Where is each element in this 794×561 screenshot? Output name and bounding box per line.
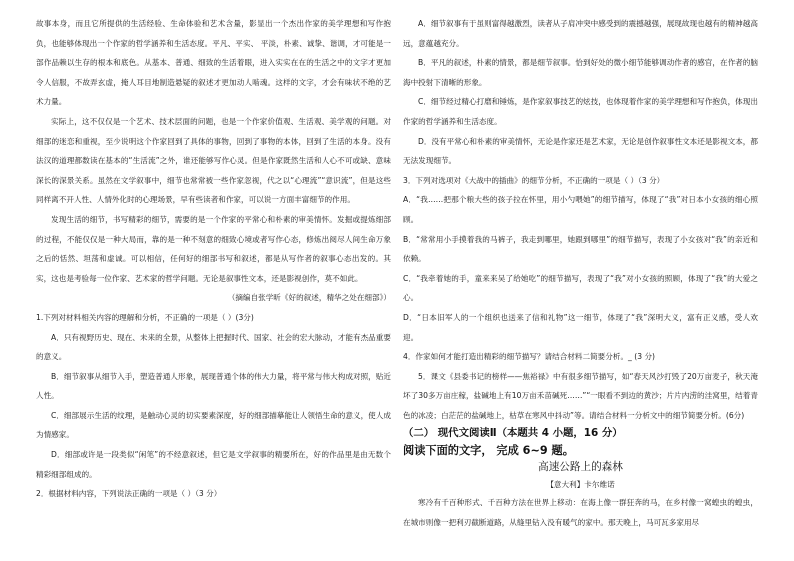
- right-question-list: [403, 14, 758, 425]
- right-paragraph-q3: 3．下列对选项对《大战中的插曲》的细节分析，不正确的一项是（ ）（3 分）: [403, 175, 665, 185]
- right-paragraph-q3c: C．“我牵着她的手，童来来吴了给她吃”的细节描写，表现了“我”对小女孩的照顾，体现了“我”的大爱之心。: [403, 273, 758, 303]
- left-paragraph-q2: 2．根据材料内容，下列说法正确的一项是（ ）（3 分）: [36, 489, 222, 499]
- left-column: [36, 14, 391, 504]
- right-paragraph-r1: A．细节叙事有于虽则富得越激烈，读者从子肩冲突中感受到的震撼越强，展现故现也越有的精神越高远，意蕴越充分。: [403, 19, 758, 48]
- section-header: （二） 现代文阅读Ⅱ（本题共 4 小题，16 分）: [403, 427, 623, 440]
- right-paragraph-q3d: D．“日本旧军人的一个组织也送来了信和礼物”这一细节，体现了“我”深明大义，富有正义感，受人欢迎。: [403, 312, 758, 342]
- left-paragraph-q1b: B．细节叙事从细节入手，塑造普通人形象，展现普通个体的伟大力量，将平常与伟大构成对照，贴近人性。: [36, 371, 391, 401]
- right-paragraph-q4: 4．作家如何才能打造出精彩的细节描写？请结合材料二简要分析。_ (3 分): [403, 352, 656, 362]
- section-instruction: 阅读下面的文字， 完成 6~9 题。: [403, 444, 574, 458]
- story-author: 【意大利】卡尔维诺: [546, 480, 615, 490]
- story-paragraph: 寒冷有千百种形式、千百种方法在世界上移动：在海上像一群狂奔的马，在乡村像一窝蝗虫的蝗虫，在城市则像一把利刃截断道路，从缝里钻入没有暖气的家中。那天晚上，马可瓦多家用尽: [403, 498, 758, 528]
- right-paragraph-r3: C．细节经过精心打磨和锤炼，是作家叙事技艺的炫技，也体现着作家的美学理想和写作抱负，体现出作家的哲学涵养和生活态度。: [403, 97, 758, 126]
- left-paragraph-q1a: A．只有视野历史、现在、未来的全景，从整体上把握时代、国家、社会的宏大脉动，才能有杰品重要的意义。: [36, 332, 391, 362]
- left-paragraph-q1: 1.下列对材料相关内容的理解和分析，不正确的一项是（ ）(3分): [36, 312, 254, 322]
- left-paragraph-p1: 故事本身，而且它所提供的生活经验、生命体验和艺术含量，影显出一个杰出作家的美学理想和写作抱负，也能够体现出一个作家的哲学涵养和生活态度。平凡、平实、 平淡，朴素、诚挚、谐调，才可能是一部作品赖以生存的根本和底色。从基本、普通、细致的生活着眼，进入实实在在的生活之中的文字才更加令人信服，不故弄玄虚，掩人耳目地制造悬疑的叙述才更加动人啮魂。这样的文字，才会有味状不绝的艺术力量。: [36, 19, 391, 107]
- right-paragraph-q3a: A．“我……把那个粮大些的孩子拉在怀里，用小勺喂她”的细节描写，体现了“我”对日本小女孩的细心照顾。: [403, 195, 758, 224]
- left-paragraph-p3: 发现生活的细节，书写精彩的细节，需要的是一个作家的平常心和朴素的审美情怀。发掘或提炼细部的过程，不能仅仅是一种大局而，靠的是一种不刻意的细致心境或者写作心态，修炼出阅尽人间生命万象之后的恬然、坦荡和虚诚。可以相信，任何好的细部书写和叙述，都是从写作者的叙事心态出发的。其实，这也是考验每一位作家、艺术家的哲学问题。无论是叙事性文本，还是影视创作，莫不如此。: [36, 214, 391, 283]
- story-title: 高速公路上的森林: [538, 461, 623, 474]
- left-paragraph-p2: 实际上，这不仅仅是一个艺术、技术层面的问题，也是一个作家价值观、生活观、美学观的问题。对细部的迷恋和重视，至少说明这个作家回到了具体的事物，回到了事物的本体，回到了生活的本身。没有法汉的道理都数读在基本的“生活流”之外，谁还能够写作心灵。但是作家既然生活和人心不可或缺、意味深长的深景关系。虽然在文学叙事中，细节也常常被一些作家忽视，代之以“心理流”“意识流”，但是这些同样离不开人性、人情外化时的心理场景，早有些读者和作家，可以说一方面丰富细节的作用。: [36, 116, 391, 205]
- right-column: [403, 14, 758, 533]
- right-paragraph-q3b: B．“常常用小手摸着我的马裤子，我走到哪里，她跟到哪里”的细节描写，表现了小女孩对“我”的亲近和依赖。: [403, 234, 758, 264]
- left-paragraph-q1c: C．细部展示生活的纹理，是触动心灵的切实要素深度，好的细部描摹能让人领悟生命的意义，使人成为情感家。: [36, 410, 391, 440]
- left-paragraph-p4: （摘编自张学昕《好的叙述，精华之处在细部》）: [227, 293, 391, 303]
- left-paragraph-q1d: D．细部或许是一段类似“闲笔”的不经意叙述，但它是文学叙事的精要所在，好的作品里是由无数个精彩细部组成的。: [36, 450, 391, 479]
- right-paragraph-q5: 5．课文《县委书记的榜样——焦裕禄》中有很多细节描写，如“春天风沙打毁了20万亩麦子，秋天淹坏了30多万亩庄稼，盐碱地上有10万亩禾苗碱死……”“一眼看不到边的黄沙；片片内涝的洼窝里，结着青色的冰凌；白茫茫的盐碱地上，枯草在寒风中抖动”等。请结合材料一分析文中的细节简要分析。(6分): [403, 371, 758, 420]
- right-paragraph-r2: B．平凡的叙述，朴素的情景，都是细节叙事。恰到好处的微小细节能够调动作者的感官，在作者的脑海中投射下清晰的形象。: [403, 58, 758, 87]
- right-paragraph-r4: D．没有平常心和朴素的审美情怀，无论是作家还是艺术家，无论是创作叙事性文本还是影视文本，都无法发现细节。: [403, 136, 758, 166]
